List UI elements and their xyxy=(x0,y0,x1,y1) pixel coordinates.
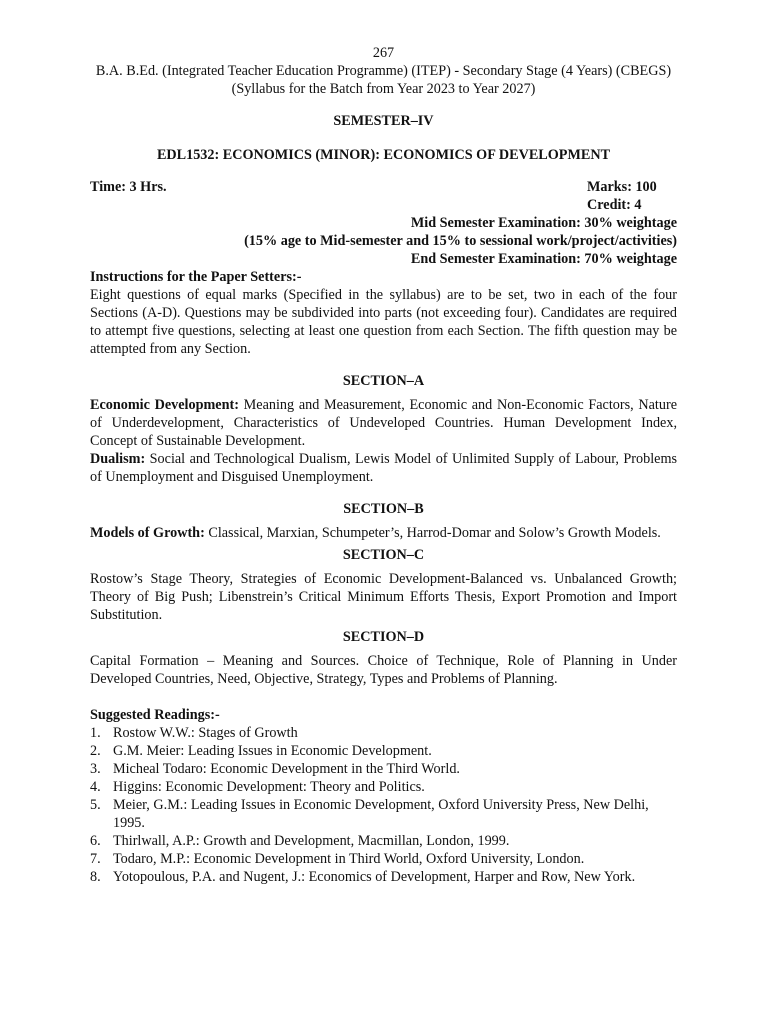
batch-subtitle: (Syllabus for the Batch from Year 2023 to Year 2027) xyxy=(231,81,536,97)
reading-item xyxy=(90,850,677,868)
section-a-term-1: Economic Development: xyxy=(90,397,239,413)
section-b-term-1: Models of Growth: xyxy=(90,525,205,541)
reading-text: Todaro, M.P.: Economic Development in Third World, Oxford University, London. xyxy=(113,851,585,867)
reading-text: Meier, G.M.: Leading Issues in Economic Development, Oxford University Press, New Delhi, 1995. xyxy=(113,797,649,831)
syllabus-page xyxy=(90,44,677,886)
section-c-title: SECTION–C xyxy=(342,547,425,563)
reading-text: Higgins: Economic Development: Theory and Politics. xyxy=(113,779,425,795)
reading-text: Yotopoulous, P.A. and Nugent, J.: Economics of Development, Harper and Row, New York. xyxy=(113,869,636,885)
section-a-title: SECTION–A xyxy=(342,373,425,389)
semester-heading: SEMESTER–IV xyxy=(333,113,434,129)
page-number: 267 xyxy=(372,45,395,61)
reading-item xyxy=(90,832,677,850)
reading-item xyxy=(90,778,677,796)
reading-item xyxy=(90,868,677,886)
exam-marks: Marks: 100 xyxy=(587,179,657,195)
section-a-term-2: Dualism: xyxy=(90,451,146,467)
mid-semester-weightage: Mid Semester Examination: 30% weightage xyxy=(410,215,677,231)
reading-item xyxy=(90,724,677,742)
reading-text: Thirlwall, A.P.: Growth and Development, Macmillan, London, 1999. xyxy=(113,833,510,849)
reading-text: Rostow W.W.: Stages of Growth xyxy=(113,725,298,741)
instructions-text: Eight questions of equal marks (Specified in the syllabus) are to be set, two in each of the four Sections (A-D). Questions may be subdivided into parts (not exceeding four). Candidates are required to attempt five questions, selecting at least one question from each Section. The fifth question may be attempted from any Section. xyxy=(90,287,677,357)
suggested-readings-heading: Suggested Readings:- xyxy=(90,707,220,723)
section-b-title: SECTION–B xyxy=(343,501,424,517)
suggested-readings-list xyxy=(90,724,677,886)
section-a-text-1: Meaning and Measurement, Economic and Non-Economic Factors, Nature of Underdevelopment, Characteristics of Undeveloped Countries. Human Development Index, Concept of Sustainable Development. xyxy=(90,397,677,449)
reading-item xyxy=(90,760,677,778)
reading-number: 2. xyxy=(90,743,101,759)
mid-semester-breakup: (15% age to Mid-semester and 15% to sessional work/project/activities) xyxy=(244,233,677,249)
reading-item xyxy=(90,742,677,760)
reading-number: 8. xyxy=(90,869,101,885)
reading-number: 5. xyxy=(90,797,101,813)
section-d-paragraph-1: Capital Formation – Meaning and Sources. Choice of Technique, Role of Planning in Under Developed Countries, Need, Objective, Strategy, Types and Problems of Planning. xyxy=(90,653,677,687)
instructions-heading: Instructions for the Paper Setters:- xyxy=(90,269,302,285)
exam-time: Time: 3 Hrs. xyxy=(90,179,167,195)
section-b-paragraph-1 xyxy=(90,524,677,542)
section-a-paragraph-1 xyxy=(90,396,677,450)
programme-title: B.A. B.Ed. (Integrated Teacher Education Programme) (ITEP) - Secondary Stage (4 Years) (CBEGS) xyxy=(95,63,672,79)
reading-number: 4. xyxy=(90,779,101,795)
reading-text: Micheal Todaro: Economic Development in the Third World. xyxy=(113,761,460,777)
reading-item xyxy=(90,796,677,832)
reading-number: 7. xyxy=(90,851,101,867)
exam-time-marks-row xyxy=(90,178,677,214)
course-title: EDL1532: ECONOMICS (MINOR): ECONOMICS OF DEVELOPMENT xyxy=(156,147,611,163)
exam-credit: Credit: 4 xyxy=(587,197,642,213)
section-a-paragraph-2 xyxy=(90,450,677,486)
section-a-text-2: Social and Technological Dualism, Lewis Model of Unlimited Supply of Labour, Problems of Unemployment and Disguised Unemployment. xyxy=(90,451,677,485)
section-b-text-1: Classical, Marxian, Schumpeter’s, Harrod-Domar and Solow’s Growth Models. xyxy=(204,525,661,541)
reading-number: 3. xyxy=(90,761,101,777)
section-c-paragraph-1: Rostow’s Stage Theory, Strategies of Economic Development-Balanced vs. Unbalanced Growth; Theory of Big Push; Libenstrein’s Critical Minimum Efforts Thesis, Export Promotion and Import Substitution. xyxy=(90,571,677,623)
marks-credit-block xyxy=(587,178,677,214)
reading-text: G.M. Meier: Leading Issues in Economic Development. xyxy=(113,743,432,759)
reading-number: 1. xyxy=(90,725,101,741)
section-d-title: SECTION–D xyxy=(342,629,425,645)
end-semester-weightage: End Semester Examination: 70% weightage xyxy=(410,251,677,267)
reading-number: 6. xyxy=(90,833,101,849)
